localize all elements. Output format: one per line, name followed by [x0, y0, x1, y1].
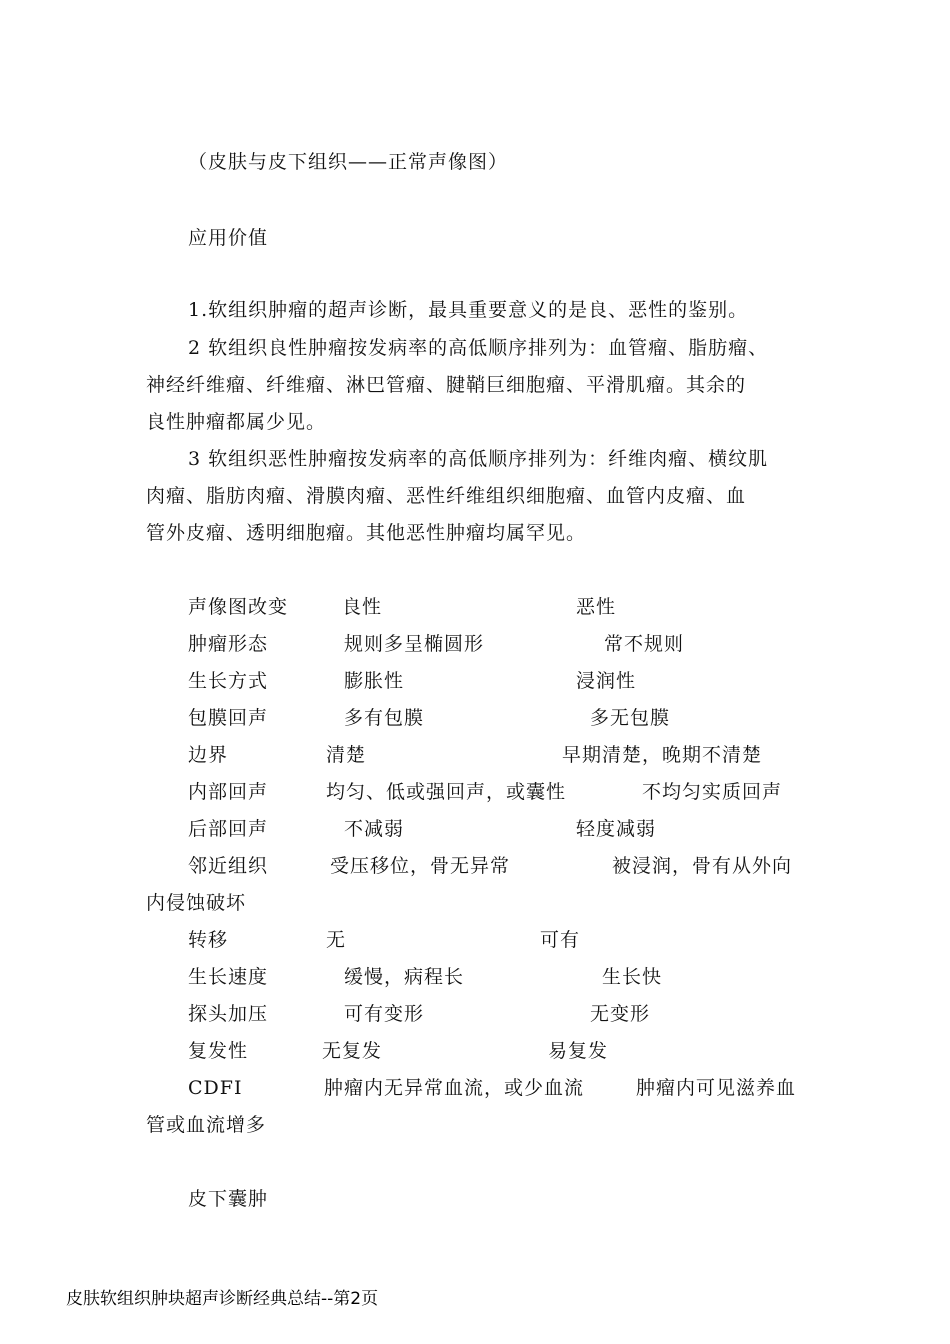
paragraph-1: 1.软组织肿瘤的超声诊断，最具重要意义的是良、恶性的鉴别。: [188, 299, 749, 321]
row-malignant: 无变形: [590, 1003, 651, 1025]
row-benign: 可有变形: [344, 1003, 425, 1025]
paragraph-3-line-3: 管外皮瘤、透明细胞瘤。其他恶性肿瘤均属罕见。: [146, 522, 587, 544]
row-malignant: 被浸润，骨有从外向: [612, 855, 793, 877]
row-benign: 不减弱: [344, 818, 405, 840]
row-malignant: 常不规则: [604, 633, 685, 655]
row-wrap-text: 内侵蚀破坏: [146, 892, 247, 914]
row-malignant: 生长快: [602, 966, 663, 988]
row-malignant: 早期清楚，晚期不清楚: [562, 744, 763, 766]
row-benign: 无: [326, 929, 347, 951]
row-malignant: 轻度减弱: [576, 818, 657, 840]
row-malignant: 不均匀实质回声: [642, 781, 783, 803]
row-benign: 无复发: [322, 1040, 383, 1062]
section-heading-value: 应用价值: [188, 227, 269, 249]
table-header-feature: 声像图改变: [188, 596, 289, 618]
row-benign: 肿瘤内无异常血流，或少血流: [324, 1077, 585, 1099]
paragraph-3-line-1: 3 软组织恶性肿瘤按发病率的高低顺序排列为：纤维肉瘤、横纹肌: [188, 448, 769, 470]
paragraph-2-line-3: 良性肿瘤都属少见。: [146, 411, 327, 433]
table-header-malignant: 恶性: [576, 596, 617, 618]
row-benign: 均匀、低或强回声，或囊性: [326, 781, 567, 803]
section-heading-cyst: 皮下囊肿: [188, 1188, 269, 1210]
row-benign: 规则多呈椭圆形: [344, 633, 485, 655]
row-benign: 膨胀性: [344, 670, 405, 692]
row-feature: 边界: [188, 744, 229, 766]
paragraph-3-line-2: 肉瘤、脂肪肉瘤、滑膜肉瘤、恶性纤维组织细胞瘤、血管内皮瘤、血: [146, 485, 747, 507]
row-feature: 后部回声: [188, 818, 269, 840]
row-feature: 包膜回声: [188, 707, 269, 729]
row-feature: 转移: [188, 929, 229, 951]
row-feature: 生长方式: [188, 670, 269, 692]
row-feature: 内部回声: [188, 781, 269, 803]
row-feature: 生长速度: [188, 966, 269, 988]
paragraph-2-line-2: 神经纤维瘤、纤维瘤、淋巴管瘤、腱鞘巨细胞瘤、平滑肌瘤。其余的: [146, 374, 747, 396]
page-footer: 皮肤软组织肿块超声诊断经典总结--第2页: [66, 1289, 379, 1309]
row-benign: 清楚: [326, 744, 367, 766]
row-benign: 受压移位，骨无异常: [330, 855, 511, 877]
row-malignant: 浸润性: [576, 670, 637, 692]
row-wrap-text: 管或血流增多: [146, 1114, 267, 1136]
row-malignant: 多无包膜: [590, 707, 671, 729]
row-benign: 多有包膜: [344, 707, 425, 729]
row-feature: 探头加压: [188, 1003, 269, 1025]
row-malignant: 可有: [540, 929, 581, 951]
row-feature: 邻近组织: [188, 855, 269, 877]
table-header-benign: 良性: [342, 596, 383, 618]
row-feature: 复发性: [188, 1040, 249, 1062]
paragraph-2-line-1: 2 软组织良性肿瘤按发病率的高低顺序排列为：血管瘤、脂肪瘤、: [188, 337, 769, 359]
row-malignant: 易复发: [548, 1040, 609, 1062]
row-benign: 缓慢，病程长: [344, 966, 465, 988]
figure-caption: （皮肤与皮下组织——正常声像图）: [188, 151, 509, 173]
row-feature: CDFI: [188, 1077, 243, 1099]
row-feature: 肿瘤形态: [188, 633, 269, 655]
row-malignant: 肿瘤内可见滋养血: [636, 1077, 797, 1099]
